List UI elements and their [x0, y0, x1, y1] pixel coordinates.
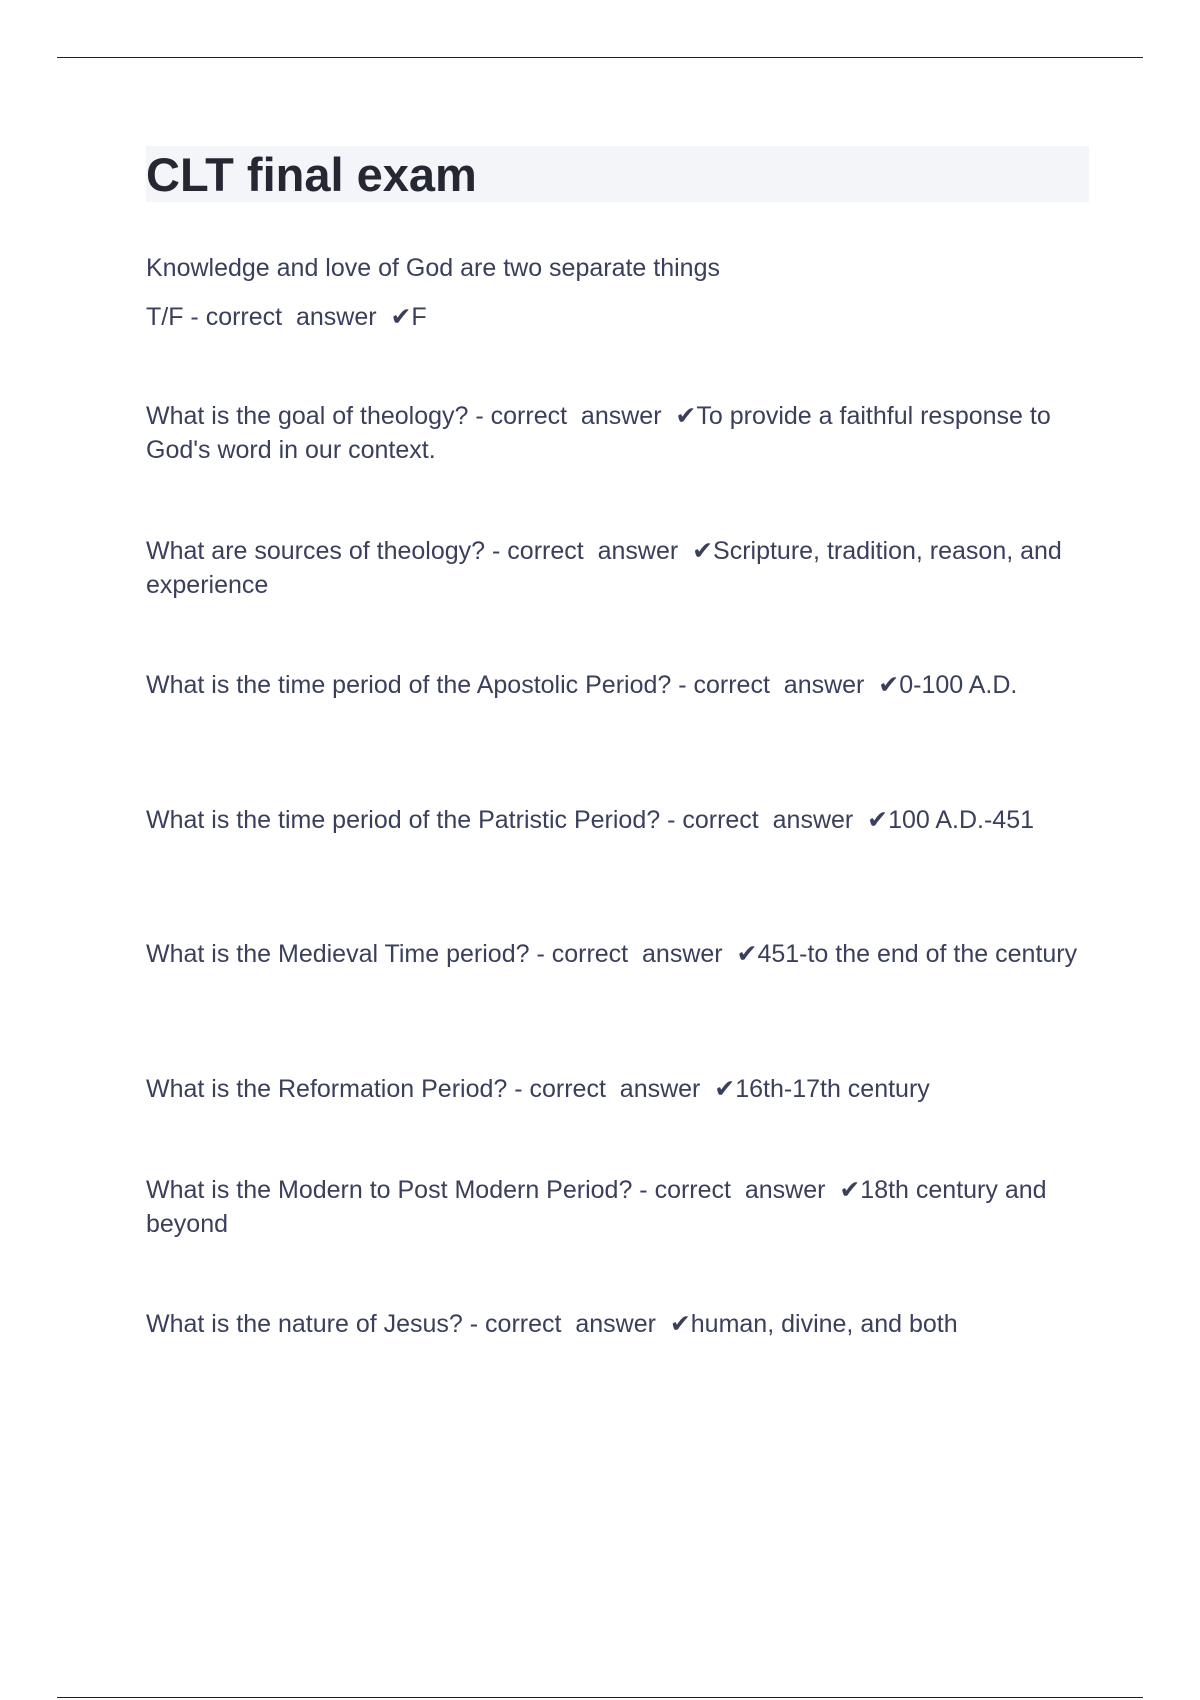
- bottom-rule: [57, 1697, 1143, 1698]
- qa-item-8: What is the Modern to Post Modern Period? - correct answer ✔18th century and beyond: [146, 1176, 1054, 1238]
- qa-item-5: What is the time period of the Patristic Period? - correct answer ✔100 A.D.-451: [146, 806, 1035, 834]
- title-band: [146, 146, 1089, 202]
- top-rule: [57, 57, 1143, 58]
- qa-item-6: What is the Medieval Time period? - correct answer ✔451-to the end of the century: [146, 940, 1078, 968]
- qa-item-4: What is the time period of the Apostolic Period? - correct answer ✔0-100 A.D.: [146, 671, 1018, 699]
- qa-item-2: What is the goal of theology? - correct answer ✔To provide a faithful response to God's word in our context.: [146, 402, 1058, 464]
- page-title: CLT final exam: [146, 147, 477, 201]
- qa-item-3: What are sources of theology? - correct answer ✔Scripture, tradition, reason, and experience: [146, 537, 1069, 599]
- qa-answer-text: T/F - correct answer ✔F: [146, 303, 427, 331]
- qa-question-text: Knowledge and love of God are two separate things: [146, 254, 720, 282]
- qa-item-9: What is the nature of Jesus? - correct answer ✔human, divine, and both: [146, 1310, 958, 1338]
- qa-item-7: What is the Reformation Period? - correct answer ✔16th-17th century: [146, 1075, 930, 1103]
- document-body: [146, 146, 1089, 1338]
- qa-item-1: [146, 251, 1089, 334]
